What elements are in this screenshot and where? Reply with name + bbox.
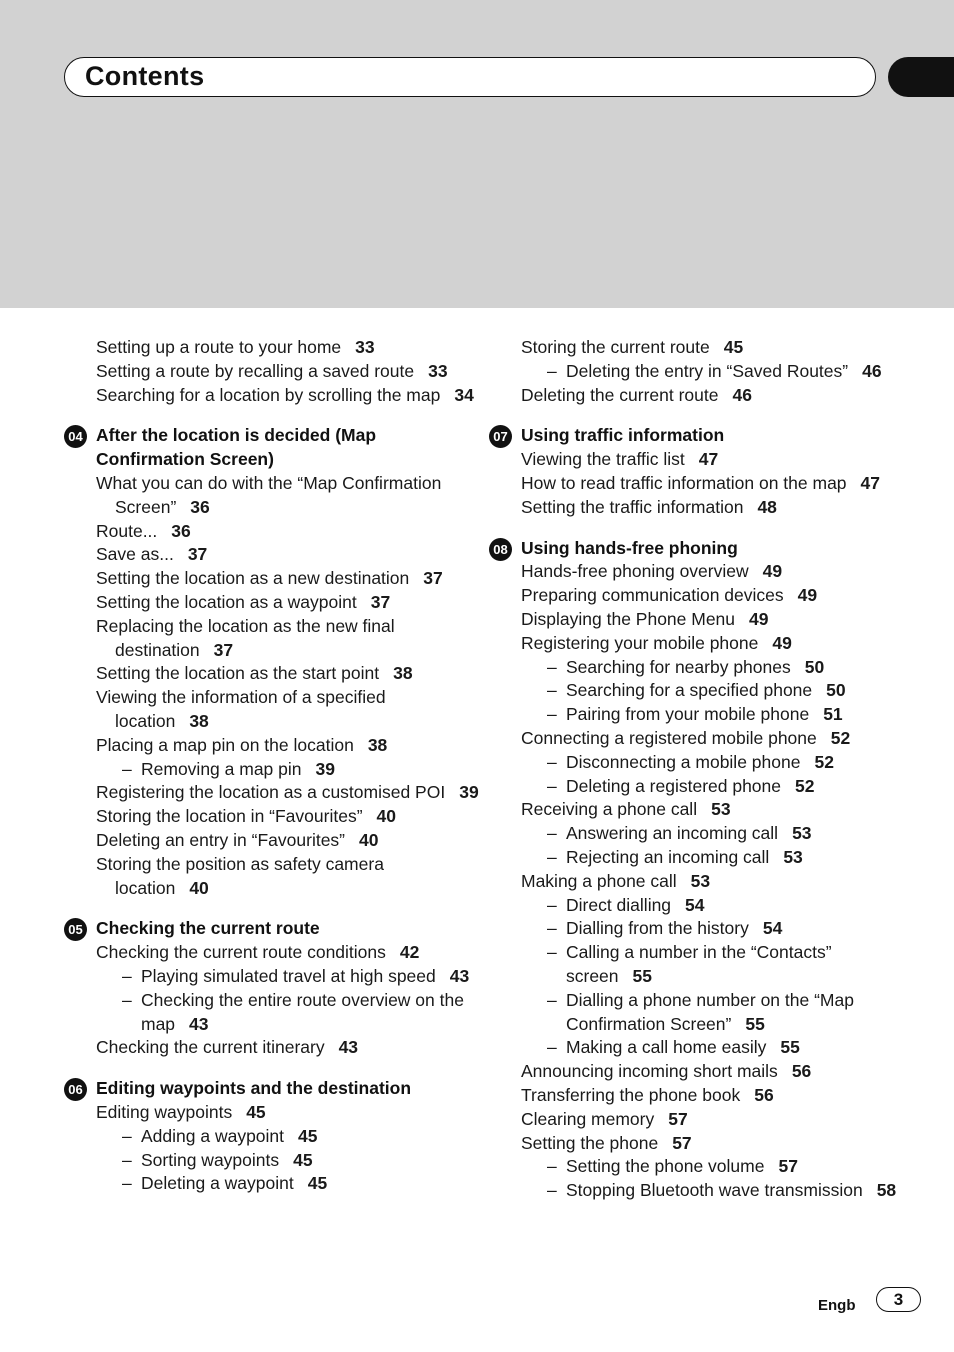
toc-subentry[interactable] [96,965,482,989]
toc-subentry[interactable] [96,1149,482,1173]
toc-page-number: 36 [171,520,191,541]
toc-page-number: 49 [762,561,783,582]
section-heading[interactable]: Using hands-free phoning [521,537,738,558]
toc-page-number: 49 [797,585,818,606]
toc-entry-title: Setting the traffic information [521,496,744,517]
toc-entry[interactable] [96,829,482,853]
toc-page-number: 48 [757,496,777,517]
dash-bullet: – [122,1149,132,1170]
toc-entry-title: Answering an incoming call [566,823,779,844]
toc-page-number: 56 [754,1084,774,1105]
toc-entry-title: Disconnecting a mobile phone [566,751,801,772]
dash-bullet: – [547,989,557,1010]
toc-page-number: 43 [189,1013,209,1034]
toc-entry[interactable] [96,805,482,829]
toc-subentry[interactable] [521,894,907,918]
toc-page-number: 40 [359,829,379,850]
toc-entry[interactable] [96,472,482,520]
toc-entry[interactable] [521,870,907,894]
toc-subentry[interactable] [521,822,907,846]
toc-entry[interactable] [521,560,907,584]
toc-page-number: 40 [376,806,396,827]
toc-entry-title: Clearing memory [521,1108,655,1129]
toc-page-number: 46 [862,360,882,381]
section-number-badge: 05 [64,918,87,941]
section-heading[interactable]: After the location is decided (Map Confirmation Screen) [96,425,377,470]
toc-entry[interactable] [96,1101,482,1125]
toc-entry-title: Transferring the phone book [521,1084,741,1105]
section-heading[interactable]: Using traffic information [521,425,725,446]
toc-entry[interactable] [96,615,482,663]
toc-entry-title: Adding a waypoint [141,1125,285,1146]
toc-entry-title: Sorting waypoints [141,1149,280,1170]
toc-page-number: 37 [370,591,391,612]
dash-bullet: – [122,758,132,779]
toc-entry-title: Setting the phone [521,1132,659,1153]
toc-subentry[interactable] [96,1172,482,1196]
toc-entry[interactable] [62,360,482,384]
section-heading[interactable]: Checking the current route [96,918,320,939]
toc-page-number: 43 [449,965,470,986]
toc-page-number: 57 [672,1132,692,1153]
toc-subentry[interactable] [521,941,907,989]
toc-page-number: 55 [632,965,652,986]
toc-subentry[interactable] [521,1155,907,1179]
toc-entry-title: Dialling from the history [566,918,749,939]
toc-subentry[interactable] [521,703,907,727]
toc-section [62,917,482,1060]
toc-entry-title: Setting the phone volume [566,1156,765,1177]
toc-subentry[interactable] [521,989,907,1037]
toc-page-number: 33 [428,360,448,381]
toc-entry-title: Making a phone call [521,870,677,891]
toc-entry-title: Storing the location in “Favourites” [96,806,363,827]
toc-entry[interactable] [96,662,482,686]
dash-bullet: – [547,1037,557,1058]
toc-entry[interactable] [96,567,482,591]
toc-entry[interactable] [96,941,482,965]
dash-bullet: – [122,965,132,986]
toc-entry-title: Deleting the current route [521,384,719,405]
toc-subentry[interactable] [521,917,907,941]
toc-page-number: 53 [792,823,812,844]
toc-entry[interactable] [521,632,907,656]
toc-page-number: 37 [213,639,234,660]
toc-page-number: 49 [772,632,792,653]
toc-entry-title: Setting the location as a waypoint [96,591,357,612]
toc-page-number: 47 [698,449,719,470]
toc-entry-title: Route... [96,520,158,541]
toc-entry-title: What you can do with the “Map Confirmation Screen” [96,472,442,517]
toc-entry-title: Storing the position as safety camera location [96,853,384,898]
toc-entry-title: Deleting a waypoint [141,1173,294,1194]
toc-subentry[interactable] [96,989,482,1037]
toc-page-number: 42 [399,942,420,963]
toc-entry-title: How to read traffic information on the map [521,472,847,493]
dash-bullet: – [547,918,557,939]
toc-page-number: 55 [745,1013,765,1034]
toc-entry[interactable] [521,448,907,472]
toc-entry-title: Rejecting an incoming call [566,846,770,867]
toc-entry[interactable] [487,384,907,408]
toc-entry-title: Setting the location as a new destination [96,568,410,589]
toc-entry-title: Storing the current route [521,337,710,357]
toc-entry[interactable] [521,727,907,751]
dash-bullet: – [547,823,557,844]
toc-entry[interactable] [96,734,482,758]
toc-entry-title: Replacing the location as the new final destination [96,615,395,660]
toc-page-number: 36 [190,496,210,517]
dash-bullet: – [122,1173,132,1194]
toc-page-number: 53 [783,846,803,867]
dash-bullet: – [547,656,557,677]
toc-entry-title: Receiving a phone call [521,799,698,820]
toc-entry-title: Dialling a phone number on the “Map Confirmation Screen” [566,989,854,1034]
toc-page-number: 45 [307,1173,328,1194]
toc-entry-title: Making a call home easily [566,1037,767,1058]
toc-entry-title: Setting up a route to your home [96,337,342,357]
toc-entry-title: Displaying the Phone Menu [521,608,736,629]
toc-page-number: 50 [826,680,846,701]
toc-entry-title: Registering your mobile phone [521,632,759,653]
toc-section [62,424,482,900]
toc-entry-title: Searching for a specified phone [566,680,813,701]
toc-subentry[interactable] [521,1036,907,1060]
toc-page-number: 57 [668,1108,688,1129]
toc-page-number: 57 [778,1156,798,1177]
dash-bullet: – [547,751,557,772]
toc-page-number: 34 [454,384,474,405]
page-title: Contents [85,61,205,91]
toc-entry[interactable] [96,781,482,805]
toc-subentry[interactable] [521,656,907,680]
toc-entry[interactable] [521,798,907,822]
toc-page-number: 40 [189,877,209,898]
toc-subentry[interactable] [521,751,907,775]
title-box [64,57,876,97]
toc-entry[interactable] [521,1108,907,1132]
toc-page-number: 38 [189,710,209,731]
toc-page-number: 43 [338,1037,359,1058]
toc-entry[interactable] [521,1084,907,1108]
toc-entry-title: Pairing from your mobile phone [566,704,810,725]
toc-entry[interactable] [96,520,482,544]
dash-bullet: – [547,846,557,867]
toc-entry[interactable] [96,1036,482,1060]
section-number-badge: 07 [489,425,512,448]
toc-page-number: 39 [459,782,479,803]
toc-page-number: 39 [315,758,335,779]
header-band [0,0,954,308]
toc-entry-title: Removing a map pin [141,758,302,779]
toc-page-number: 45 [298,1125,318,1146]
toc-page-number: 52 [795,775,815,796]
toc-page-number: 37 [423,568,443,589]
toc-entry-title: Searching for a location by scrolling the map [96,384,441,405]
dash-bullet: – [547,775,557,796]
toc-page-number: 55 [780,1037,800,1058]
toc-entry-title: Calling a number in the “Contacts” screen [566,942,832,986]
toc-entry-title: Viewing the traffic list [521,449,685,470]
toc-entry[interactable] [96,543,482,567]
toc-section [487,424,907,519]
toc-entry[interactable] [521,496,907,520]
toc-page-number: 51 [823,704,843,725]
toc-page-number: 38 [367,734,388,755]
dash-bullet: – [547,1156,557,1177]
toc-entry-title: Setting a route by recalling a saved route [96,360,415,381]
page-number: 3 [876,1287,921,1312]
toc-entry[interactable] [96,591,482,615]
toc-page-number: 54 [685,894,705,915]
toc-page-number: 33 [355,337,375,357]
dash-bullet: – [547,704,557,725]
toc-entry-title: Save as... [96,544,174,565]
toc-entry[interactable] [62,384,482,408]
toc-page-number: 45 [246,1101,266,1122]
toc-subentry[interactable] [521,1179,907,1203]
toc-entry-title: Registering the location as a customised POI [96,782,446,803]
toc-entry-title: Announcing incoming short mails [521,1061,778,1082]
toc-page-number: 54 [762,918,783,939]
toc-entry-title: Checking the current itinerary [96,1037,325,1058]
section-tab [888,57,954,97]
toc-entry[interactable] [521,584,907,608]
toc-entry-title: Deleting the entry in “Saved Routes” [566,360,849,381]
toc-page-number: 53 [690,870,711,891]
toc-entry-title: Checking the current route conditions [96,942,386,963]
toc-entry-title: Deleting an entry in “Favourites” [96,829,345,850]
section-number-badge: 04 [64,425,87,448]
toc-entry-title: Placing a map pin on the location [96,734,354,755]
toc-entry[interactable] [521,1060,907,1084]
toc-page-number: 56 [791,1061,812,1082]
toc-entry-title: Editing waypoints [96,1101,233,1122]
dash-bullet: – [547,894,557,915]
toc-entry-title: Playing simulated travel at high speed [141,965,436,986]
toc-entry-title: Checking the entire route overview on the map [141,989,464,1034]
toc-page-number: 45 [723,337,744,357]
toc-entry-title: Hands-free phoning overview [521,561,749,582]
toc-page-number: 58 [876,1180,897,1201]
toc-entry-title: Preparing communication devices [521,585,784,606]
section-number-badge: 06 [64,1078,87,1101]
dash-bullet: – [547,360,557,381]
toc-page-number: 52 [830,727,851,748]
toc-page-number: 53 [711,799,731,820]
language-code: Engb [818,1297,856,1314]
toc-entry[interactable] [521,608,907,632]
toc-page-number: 47 [860,472,881,493]
toc-entry-title: Connecting a registered mobile phone [521,727,817,748]
dash-bullet: – [547,680,557,701]
section-heading[interactable]: Editing waypoints and the destination [96,1078,412,1099]
toc-page-number: 49 [749,608,769,629]
toc-section [487,537,907,1203]
section-number-badge: 08 [489,538,512,561]
toc-entry[interactable] [487,336,907,360]
toc-entry-title: Deleting a registered phone [566,775,782,796]
toc-section [62,1077,482,1196]
toc-subentry[interactable] [521,775,907,799]
toc-column-left [62,336,482,1196]
toc-subentry[interactable] [521,679,907,703]
toc-entry-title: Direct dialling [566,894,672,915]
toc-page-number: 38 [393,663,413,684]
toc-entry-title: Viewing the information of a specified location [96,687,386,731]
toc-entry[interactable] [62,336,482,360]
toc-entry-title: Searching for nearby phones [566,656,791,677]
toc-entry[interactable] [96,686,482,734]
toc-entry[interactable] [521,1132,907,1156]
toc-page-number: 46 [732,384,752,405]
toc-entry-title: Stopping Bluetooth wave transmission [566,1180,863,1201]
dash-bullet: – [122,1125,132,1146]
toc-subentry[interactable] [487,360,907,384]
toc-page-number: 52 [814,751,834,772]
toc-page-number: 50 [804,656,825,677]
toc-entry[interactable] [96,853,482,901]
toc-entry[interactable] [521,472,907,496]
dash-bullet: – [547,942,557,963]
toc-entry-title: Setting the location as the start point [96,663,380,684]
toc-subentry[interactable] [521,846,907,870]
toc-page-number: 37 [187,544,208,565]
toc-subentry[interactable] [96,1125,482,1149]
dash-bullet: – [122,989,132,1010]
toc-subentry[interactable] [96,758,482,782]
dash-bullet: – [547,1180,557,1201]
toc-page-number: 45 [293,1149,313,1170]
toc-column-right [487,336,907,1203]
